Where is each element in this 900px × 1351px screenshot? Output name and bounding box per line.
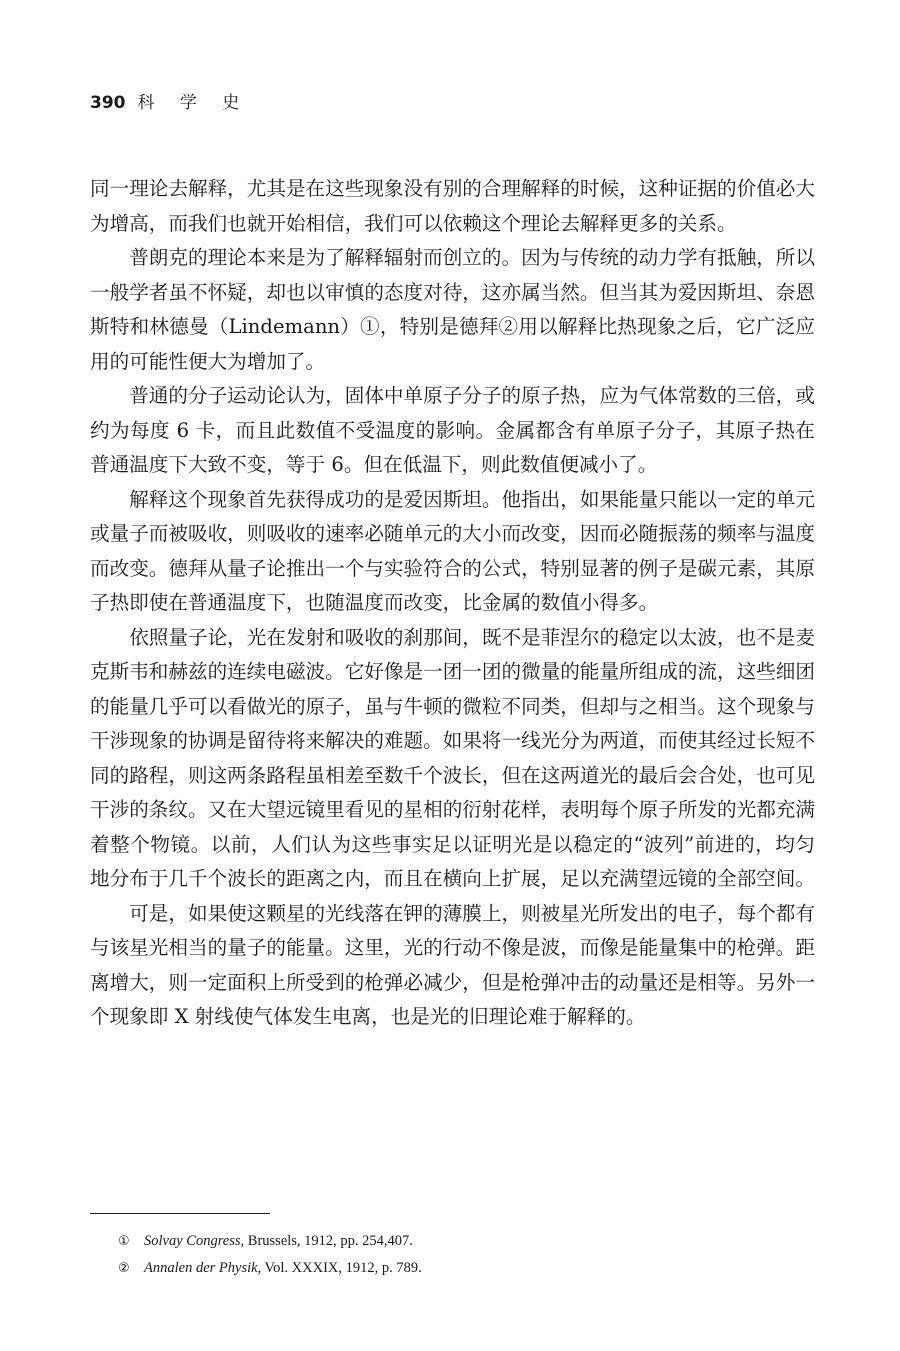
footnote-source-title: Solvay Congress — [144, 1233, 241, 1249]
footnote-1 — [118, 1228, 818, 1255]
paragraph-continuation: 同一理论去解释，尤其是在这些现象没有别的合理解释的时候，这种证据的价值必大为增高，而我们也就开始相信，我们可以依赖这个理论去解释更多的关系。 — [90, 177, 815, 235]
footnote-source-title: Annalen der Physik — [144, 1260, 258, 1276]
footnotes — [118, 1228, 818, 1282]
footnote-2 — [118, 1255, 818, 1282]
paragraph-kinetic-theory: 普通的分子运动论认为，固体中单原子分子的原子热，应为气体常数的三倍，或约为每度 6 卡，而且此数值不受温度的影响。金属都含有单原子分子，其原子热在普通温度下大致不变，等于 6。但在低温下，则此数值便减小了。 — [90, 384, 815, 476]
body-text — [90, 172, 815, 1035]
page-number: 390 — [90, 93, 126, 113]
paragraph-photoelectric: 可是，如果使这颗星的光线落在钾的薄膜上，则被星光所发出的电子，每个都有与该星光相当的量子的能量。这里，光的行动不像是波，而像是能量集中的枪弹。距离增大，则一定面积上所受到的枪弹必减少，但是枪弹冲击的动量还是相等。另外一个现象即 X 射线使气体发生电离，也是光的旧理论难于解释的。 — [90, 901, 815, 1028]
paragraph-planck-theory: 普朗克的理论本来是为了解释辐射而创立的。因为与传统的动力学有抵触，所以一般学者虽不怀疑，却也以审慎的态度对待，这亦属当然。但当其为爱因斯坦、奈恩斯特和林德曼（Lindemann）①，特别是德拜②用以解释比热现象之后，它广泛应用的可能性便大为增加了。 — [90, 246, 815, 373]
footnote-marker: ① — [118, 1234, 130, 1249]
running-head — [90, 88, 249, 113]
paragraph-einstein-explanation: 解释这个现象首先获得成功的是爱因斯坦。他指出，如果能量只能以一定的单元或量子而被吸收，则吸收的速率必随单元的大小而改变，因而必随振荡的频率与温度而改变。德拜从量子论推出一个与实验符合的公式，特别显著的例子是碳元素，其原子热即使在普通温度下，也随温度而改变，比金属的数值小得多。 — [90, 487, 815, 614]
footnote-citation: , Vol. XXXIX, 1912, p. 789. — [257, 1260, 422, 1276]
footnote-marker: ② — [118, 1261, 130, 1276]
footnote-citation: , Brussels, 1912, pp. 254,407. — [240, 1233, 413, 1249]
book-title: 科 学 史 — [137, 93, 250, 113]
footnote-rule — [90, 1213, 270, 1214]
paragraph-quantum-light: 依照量子论，光在发射和吸收的刹那间，既不是菲涅尔的稳定以太波，也不是麦克斯韦和赫兹的连续电磁波。它好像是一团一团的微量的能量所组成的流，这些细团的能量几乎可以看做光的原子，虽与牛顿的微粒不同类，但却与之相当。这个现象与干涉现象的协调是留待将来解决的难题。如果将一线光分为两道，而使其经过长短不同的路程，则这两条路程虽相差至数千个波长，但在这两道光的最后会合处，也可见干涉的条纹。又在大望远镜里看见的星相的衍射花样，表明每个原子所发的光都充满着整个物镜。以前，人们认为这些事实足以证明光是以稳定的“波列”前进的，均匀地分布于几千个波长的距离之内，而且在横向上扩展，足以充满望远镜的全部空间。 — [90, 625, 815, 890]
